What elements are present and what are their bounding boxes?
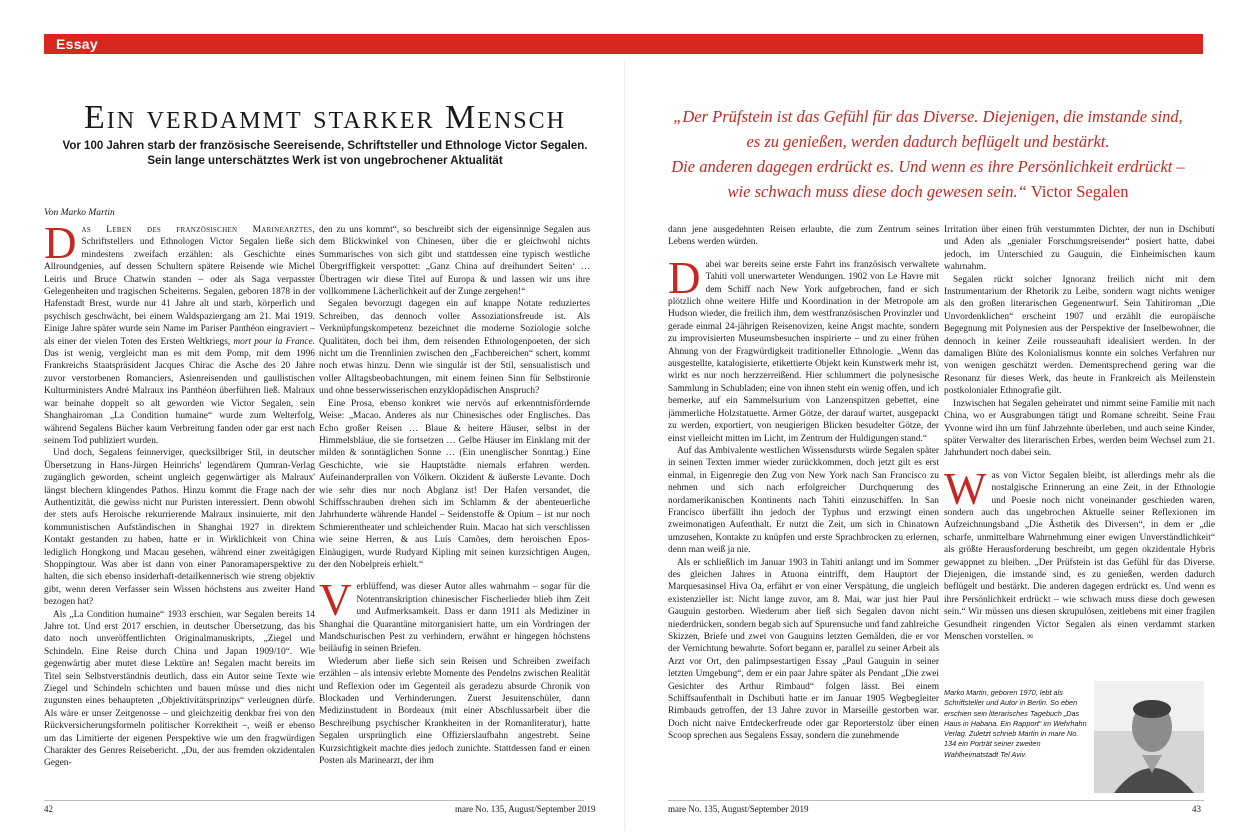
paragraph-text: Schriftstellers und Ethnologen Victor Segalen ließe sich mindestens zweifach erzählen: als Geschichte eines Allroundgenies, auf dessen Schultern spätere Reisende wie Michel Leiris und Bruce Chatwin standen – oder als Saga verpasster Gelegenheiten und tragischen Scheiterns. Segalen, geboren 1878 in der Hafenstadt Brest, wurde nur 41 Jahre alt und starb, körperlich und psychisch geschwächt, bei einem Waldspaziergang am 21. Mai 1919. Einige Jahre später wurde sein Name im Pariser Panthéon eingraviert – als einer der vielen Toten des Ersten Weltkriegs,	[44, 237, 315, 347]
subtitle-line-1: Vor 100 Jahren starb der französische Seereisende, Schriftsteller und Ethnologe Victor Segalen.	[62, 140, 588, 152]
quote-attribution: Victor Segalen	[1030, 182, 1129, 201]
section-label: Essay	[56, 36, 98, 52]
page-gutter	[624, 60, 625, 830]
section-gap	[668, 249, 939, 259]
issue-info-right: mare No. 135, August/September 2019	[668, 804, 809, 814]
end-mark-icon: ∞	[1026, 632, 1034, 642]
paragraph: Eine Prosa, ebenso konkret wie nervös auf erkenntnisfördernde Weise: „Macao. Anderes als nur Chinesisches oder Englisches. Das Echo großer Reisen … Blaue & heitere Häuser, selbst in der Himmelsbläue, die sie fortsetzen … Gelbe Häuser im Einklang mit der milden & sonntäglichen Sonne … (Ein unenglischer Sonntag.) Eine Geschichte, wie sie Hauptstädte niemals erfahren werden. Aufeinanderprallen von Völkern. Okzident & äußerste Levante. Doch wie sehr dies nur noch Abglanz ist! Der Hafen versandet, die Schiffsschrauben drehen sich im Schlamm & der abenteuerliche Jahrhunderte währende Handel – Seidenstoffe & Opium – ist nur noch Schmierentheater und schleichender Ruin. Macao hat sich verschlissen wie seine Herren, & aus Luís Camões, dem heroischen Epos-Einäugigen, wurde Rudyard Kipling mit seinen kurzsichtigen Augen, der den Nobelpreis erhielt.“	[319, 398, 590, 570]
section-gap	[319, 571, 590, 581]
drop-cap: V	[319, 575, 352, 626]
page-number-left: 42	[44, 804, 53, 814]
quote-line-4-wrap	[668, 179, 1188, 204]
paragraph	[668, 252, 939, 445]
paragraph: Segalen rückt solcher Ignoranz freilich nicht mit dem Instrumentarium der Rhetorik zu Leibe, sondern wagt nichts weniger als den großen literarischen Gegenentwurf. Sein Tahitiroman „Die Unvordenklichen“ erscheint 1907 und erzählt die europäische Begegnung mit Polynesien aus der Perspektive der Inselbewohner, die dennoch in keiner Zeile rousseauhaft idealisiert werden. In der damaligen Blüte des Kolonialismus konnte ein solches Verfahren nur von wenigen geschätzt werden. Dementsprechend gering war die Resonanz für dieses Werk, das heute in Frankreich als Meilenstein postkolonialer Ethnografie gilt.	[944, 274, 1215, 397]
drop-cap: D	[668, 252, 701, 303]
paragraph: Irritation über einen früh verstummten Dichter, der nun in Dschibuti und Aden als „genialer Forschungsreisender“ posiert hatte, dabei jedoch, im Unterschied zu Gauguin, die Einheimischen kaum wahrnahm.	[944, 225, 1215, 273]
paragraph: Segalen bevorzugt dagegen ein auf knappe Notate reduziertes Schreiben, das dennoch voller Assoziationsfreude ist. Als Verknüpfungskompetenz bezeichnet die moderne Soziologie solche Qualitäten, doch bei ihm, dem reisenden Ethnologenpoeten, der sich nicht um die Trennlinien zwischen den „Fachbereichen“ schert, kommt noch etwas hinzu. Denn wie singulär ist der Stil, sensualistisch und voller Alltagsbeobachtungen, mit einem feinen Sinn für Selbstironie und ohne besserwisserischen enzyklopädischen Anspruch?	[319, 299, 590, 397]
quote-line-1: „Der Prüfstein ist das Gefühl für das Diverse. Diejenigen, die imstande sind,	[673, 107, 1183, 126]
paragraph-text: erblüffend, was dieser Autor alles wahrnahm – sogar für die Notentranskription chinesischer Fischerlieder blieb ihm Zeit und Aufmerksamkeit. Dass er dann 1911 als Mediziner in Shanghai die Quarantäne mitorganisiert hatte, um ein Vordringen der Mandschurischen Pest zu verhindern, erwähnt er hingegen höchstens beiläufig in seinen Briefen.	[319, 582, 590, 655]
text-column-2	[319, 224, 590, 792]
quote-line-3: Die anderen dagegen erdrückt es. Und wenn es ihre Persönlichkeit erdrückt –	[671, 157, 1185, 176]
paragraph: Auf das Ambivalente westlichen Wissensdursts würde Segalen später in seinen Texten immer wieder zurückkommen, doch jetzt gilt es erst einmal, in Eigenregie den Zug von New York nach San Francisco zu nehmen und sich nach erfolgreicher Durchquerung des nordamerikanischen Kontinents nach Tahiti einzuschiffen. In San Francisco überfällt ihn jedoch der Typhus und erzwingt einen zweimonatigen Aufenthalt. Er nutzt die Zeit, um sich in Chinatown umzusehen, Kontakte zu knüpfen und erste Sprachbrocken zu erlernen, denn man weiß ja nie.	[668, 445, 939, 556]
paragraph: Wiederum aber ließe sich sein Reisen und Schreiben zweifach erzählen – als intensiv erlebte Momente des Pendelns zwischen Realität und Reflexion oder im Gegenteil als geradezu absurde Chronik von Blockaden und Verhinderungen. Zuerst Jesuitenschüler, dann Medizinstudent in Bordeaux (mit einer Abschlussarbeit über die Beschreibung psychischer Krankheiten in der Romanliteratur), hatte Segalen ursprünglich eine Offizierslaufbahn angestrebt. Seine Kurzsichtigkeit machte dies jedoch zunichte. Stattdessen fand er einen Posten als Marinearzt, der ihm	[319, 656, 590, 767]
paragraph	[44, 224, 315, 447]
byline: Von Marko Martin	[44, 208, 115, 218]
issue-info-left: mare No. 135, August/September 2019	[455, 804, 596, 814]
paragraph-text: Das ist wenig, vergleicht man es mit dem Pomp, mit dem 1996 Frankreichs Staatspräsident Jacques Chirac die Asche des 20 Jahre zuvor verstorbenen Romanciers, Asienreisenden und gaullistischen Kulturministers André Malraux ins Panthéon überführen ließ. Malraux war beinahe doppelt so alt geworden wie Victor Segalen, sein Shanghairoman „La Condition humaine“ wurde zum Welterfolg, während Segalens Bücher kaum Verbreitung fanden oder gar erst nach seinem Tod publiziert wurden.	[44, 349, 315, 446]
pull-quote	[668, 104, 1188, 204]
paragraph	[944, 463, 1215, 644]
paragraph: dann jene ausgedehnten Reisen erlaubte, die zum Zentrum seines Lebens werden würden.	[668, 225, 939, 248]
lead-in: as Leben des französischen Marinearztes,	[81, 225, 315, 235]
paragraph: Inzwischen hat Segalen geheiratet und nimmt seine Familie mit nach China, wo er Ausgrabungen tätigt und Romane schreibt. Seine Frau Yvonne wird ihn um fünf Jahrzehnte überleben, und auch seine Kinder, später Verwalter des literarischen Erbes, werden beim Wechsel zum 21. Jahrhundert noch dabei sein.	[944, 398, 1215, 459]
paragraph: Als er schließlich im Januar 1903 in Tahiti anlangt und im Sommer des gleichen Jahres in Atuona eintrifft, dem Hauptort der Marquesasinsel Hiva Oa, erfährt er von einer Verspätung, die ungleich existenzieller ist: Nicht lange zuvor, am 8. Mai, war just hier Paul Gauguin gestorben. Wiederum aber ließ sich Segalen davon nicht niederdrücken, sondern begab sich auf Spurensuche und fand zahlreiche Skizzen, Briefe und zwei von Gauguins letzten Gemälden, die er vor der Vernichtung bewahrte. Sofort begann er, parallel zu seiner Arbeit als Arzt vor Ort, den palimpsestartigen Essay „Paul Gauguin in seiner letzten Umgebung“, dem er ein paar Jahre später als Pendant „Die zwei Gesichter des Arthur Rimbaud“ folgen lässt. Bei einem Schiffsaufenthalt in Dschibuti hatte er im Januar 1905 Wegbegleiter Rimbauds getroffen, der 13 Jahre zuvor in Marseille gestorben war. Doch nicht naive Entdeckerfreude oder gar Reporterstolz über einen Scoop sprechen aus Segalens Essay, sondern die zunehmende	[668, 557, 939, 742]
text-column-4	[944, 224, 1215, 676]
page-number-right: 43	[1192, 804, 1201, 814]
paragraph-text: abei war bereits seine erste Fahrt ins französisch verwaltete Tahiti voll unerwarteter Wendungen. 1902 von Le Havre mit dem Schiff nach New York aufgebrochen, fand er sich plötzlich ohne weitere Hilfe und Koordination in der Metropole am Hudson wieder, die freilich ihm, dem westfranzösischen Provinzler und gerade einmal 24-jährigen Reisenovizen, keine Angst machte, sondern zu improvisierten Museumsbesuchen inspirierte – und zu einer frühen Ahnung von der Fragwürdigkeit traditioneller Ethnologie. „Wenn das ausgestellte, katalogisierte, etikettierte Objekt kein Kunstwerk mehr ist, wirkt es nur noch herzzerreißend. Hier schlummert die polynesische Sammlung in Schubladen; eine von ihnen steht ein wenig offen, und ich bemerke, auf ein Sammelsurium von Lanzenspitzen gebettet, eine jämmerliche Holzstatuette. Armer Götze, der darauf wartet, ausgepackt zu werden, exportiert, von neugierigen Blicken besudelter Götze, der einst vielleicht mitten im Licht, im Zentrum der Huldigungen stand.“	[668, 259, 939, 444]
paragraph-text: as von Victor Segalen bleibt, ist allerdings mehr als die nostalgische Erinnerung an eine Zeit, in der Ethnologie und Poesie noch nicht voneinander geschieden waren, sondern auch das ungebrochen Aktuelle seiner Reflexionen im Aufzeichnungsband „Die Ästhetik des Diversen“, in dem er „die scharfe, unmittelbare Wahrnehmung einer ewigen Unverständlichkeit“ als größte Herausforderung beschreibt, um gegen okzidentale Hybris gewappnet zu bleiben. „Der Prüfstein ist das Gefühl für das Diverse. Diejenigen, die imstande sind, es zu genießen, werden dadurch beflügelt und bestärkt. Die anderen dagegen erdrückt es. Und wenn es ihre Persönlichkeit erdrückt – wie schwach muss diese doch gewesen sein.“ Wir müssen uns diesen skrupulösen, zeitlebens mit einer fragilen Gesundheit ringenden Victor Segalen als einen verdammt starken Menschen vorstellen.	[944, 470, 1215, 642]
drop-cap: D	[44, 224, 77, 268]
paragraph: den zu uns kommt“, so beschreibt sich der eigensinnige Segalen aus dem Blickwinkel von Chinesen, über die er gleichwohl nichts Summarisches von sich gibt und stattdessen eine typisch westliche Übergriffigkeit verspottet: „Ganz China auf dreihundert Seiten‘ … Übertragen wir diese Titel auf Europa & und lassen wir uns ihre vollkommene Lächerlichkeit auf der Zunge zergehen!“	[319, 225, 590, 298]
author-photo	[1094, 681, 1204, 793]
paragraph: Und doch, Segalens feinnerviger, quecksilbriger Stil, in deutscher Übersetzung in Hans-Jürgen Heinrichs' legendärem Qumran-Verlag zugänglich geworden, scheint ungleich gegenwärtiger als Malraux' längst blechern klingendes Pathos. Hinzu kommt die Frage nach der Authentizität, die gewiss nicht nur Puristen interessiert. Denn obwohl der stets aufs Heroische rekurrierende Malraux insinuierte, mit den kommunistischen Aufständischen in Shanghai 1927 in direktem Kontakt gestanden zu haben, hatte er in Wirklichkeit von China lediglich Hongkong und Macau gesehen, während einer zweitägigen Shoppingtour. Was aber ist dann von einer Panoramaperspektive zu halten, die sich ebenso insiderhaft-detailkennerisch wie streng objektiv gibt, wenn deren Verfasser sein Wissen höchstens aus zweiter Hand bezogen hat?	[44, 448, 315, 608]
paragraph: Als „La Condition humaine“ 1933 erschien, war Segalen bereits 14 Jahre tot. Und erst 2017 erschien, in deutscher Übersetzung, das bis dato noch unveröffentlichten Originalmanuskripts, „Ziegel und Schindeln. Eine Reise durch China und Japan 1909/10“. Wie gegenwärtig aber mutet diese Lektüre an! Segalen macht bereits im Titel sein Selbstverständnis deutlich, dass ein Autor seine Texte wie Ziegel und Schindeln schichten und bauen müsse und dies nicht zugunsten eines behaupteten „Objektivitätsprinzips“ verleugnen dürfe. Als wäre er unser Zeitgenosse – und gleichzeitig denkbar frei von den Rückversicherungsformeln politischer Korrektheit –, weiß er ebenso um das Limitierte der eigenen Perspektive wie um den fragwürdigen Charakter des Genres Reisebericht. „Du, der aus fremden okzidentalen Gegen-	[44, 609, 315, 769]
author-caption: Marko Martin, geboren 1970, lebt als Schriftsteller und Autor in Berlin. So eben erschien sein literarisches Tagebuch „Das Haus in Habana. Ein Rapport“ im Wehrhahn Verlag. Zuletzt schrieb Martin in mare No. 134 ein Porträt seiner zweiten Wahlheimatstadt Tel Aviv.	[944, 688, 1087, 759]
subtitle-line-2: Sein lange unterschätztes Werk ist von ungebrochener Aktualität	[147, 155, 503, 167]
footer-rule-right	[668, 800, 1204, 801]
emphasis-text: mort pour la France.	[233, 336, 315, 347]
quote-line-4: wie schwach muss diese doch gewesen sein.“	[727, 182, 1027, 201]
drop-cap: W	[944, 463, 987, 514]
paragraph	[319, 575, 590, 655]
section-header-bar	[44, 34, 1203, 54]
footer-rule-left	[44, 800, 584, 801]
article-subtitle	[40, 139, 610, 169]
quote-line-2: es zu genießen, werden dadurch beflügelt und bestärkt.	[746, 132, 1110, 151]
text-column-3	[668, 224, 939, 792]
text-column-1	[44, 224, 315, 792]
article-title: Ein verdammt starker Mensch	[84, 99, 566, 136]
author-portrait-icon	[1094, 681, 1204, 793]
